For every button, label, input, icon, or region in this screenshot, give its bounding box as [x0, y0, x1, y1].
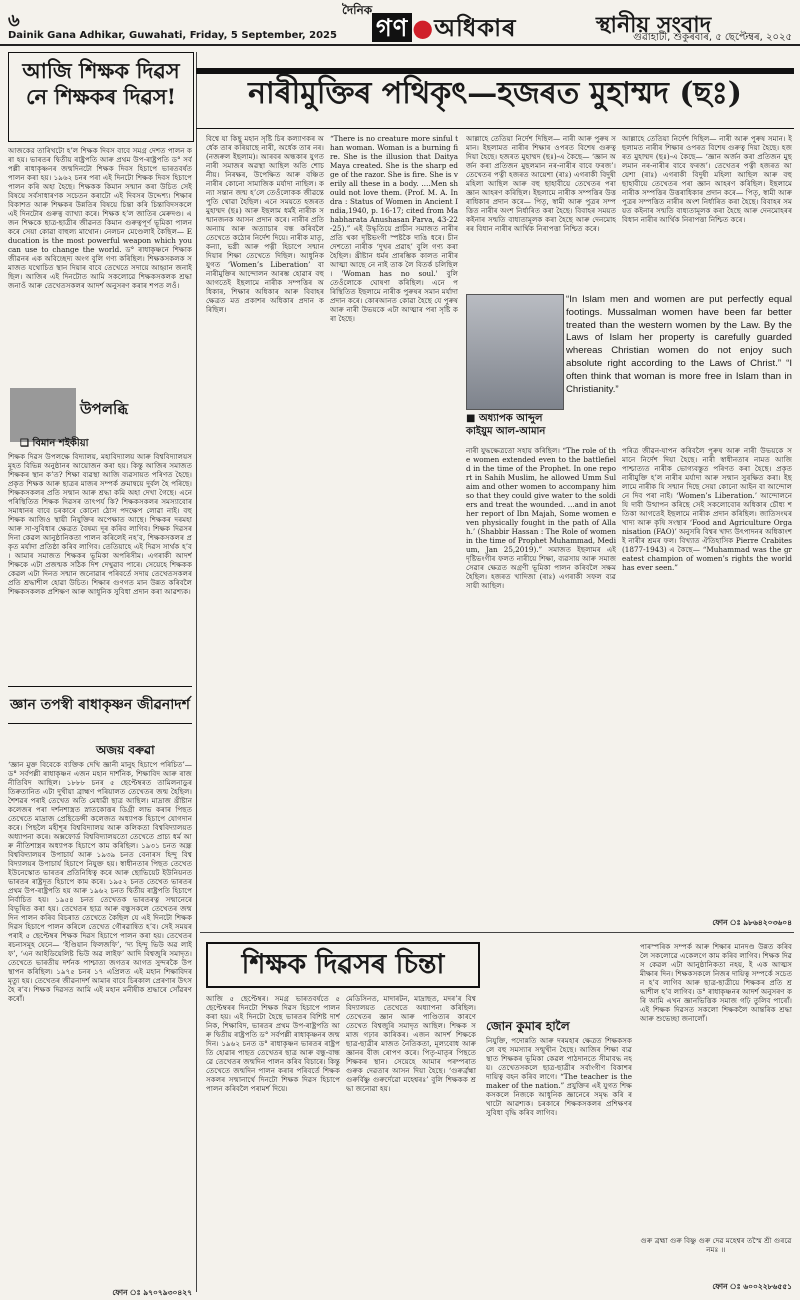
- column-divider: [196, 52, 197, 1292]
- left-headline: আজি শিক্ষক দিৱস নে শিক্ষকৰ দিৱস!: [22, 58, 180, 109]
- main-col-5: পৰিত্ৰ জীৱন-যাপন কৰিবলৈ পুৰুষ আৰু নাৰী উভয়কে সমানে নিৰ্দেশ দিয়া হৈছে। নাৰী স্বাধীনতাৰ নামত আজি পাশ্চাত্যত নাৰীক ভোগ্যবস্তুত পৰিণত কৰা হৈছে। প্ৰকৃত নাৰীমুক্তি হ’ল নাৰীৰ মৰ্যাদা আৰু সন্মান সুৰক্ষিত কৰা। ইছলামে নাৰীক যি সন্মান দিছে সেয়া কোনো আইন বা আন্দোলনে দিব পৰা নাই। ‘Women’s Liberation.’ আন্দোলনে যি দাবী উত্থাপন কৰিছে সেই সকলোবোৰ অধিকাৰ চৌধ্য শতিকা আগতেই ইছলামে নাৰীক প্ৰদান কৰিছিল। জাতিসংঘৰ খাদ্য আৰু কৃষি সংস্থাৰ ‘Food and Agriculture Organisation (FAO)’ অনুসৰি বিশ্বৰ খাদ্য উৎপাদনৰ অধিকাংশই নাৰীৰ শ্ৰমৰ ফল। বিখ্যাত ঐতিহাসিক Pierre Crabites (1877-1943) এ কৈছে— “Muhammad was the greatest champion of women’s rights the world has ever seen.”: [622, 446, 792, 572]
- sub-article-body: ‘জ্ঞান মুক্ত বিবেকে ব্যক্তিক দেখি জ্ঞানী মানুহ হিচাপে পৰিচিত’— ড° সৰ্বপল্লী ৰাধাকৃষ্ণন এজন মহান দাৰ্শনিক, শিক্ষাবিদ আৰু ৰাজনীতিবিদ আছিল। ১৮৮৮ চনৰ ৫ ছেপ্টেম্বৰত তামিলনাডুৰ তিৰুতানিত এটা দুখীয়া ব্ৰাহ্মণ পৰিয়ালত তেখেতৰ জন্ম হৈছিল। শৈশৱৰ পৰাই তেখেত অতি মেধাৱী ছাত্ৰ আছিল। মাদ্ৰাজ খ্ৰীষ্টান কলেজৰ পৰা দৰ্শনশাস্ত্ৰত স্নাতকোত্তৰ ডিগ্ৰী লাভ কৰাৰ পিছত তেখেতে মাদ্ৰাজ প্ৰেছিডেন্সী কলেজত অধ্যাপক হিচাপে যোগদান কৰে। পিছলৈ মহীশূৰ বিশ্ববিদ্যালয় আৰু কলিকতা বিশ্ববিদ্যালয়ত অধ্যাপনা কৰে। অক্সফোৰ্ড বিশ্ববিদ্যালয়তো তেখেতে প্ৰাচ্য ধৰ্ম আৰু নীতিশাস্ত্ৰৰ অধ্যাপক হিচাপে কাম কৰিছিল। ১৯৩১ চনত অন্ধ্ৰ বিশ্ববিদ্যালয়ৰ উপাচাৰ্য আৰু ১৯৩৯ চনত বেনাৰস হিন্দু বিশ্ববিদ্যালয়ৰ উপাচাৰ্য হিচাপে নিযুক্ত হয়। স্বাধীনতাৰ পিছত তেখেত ইউনেস্কোত ভাৰতৰ প্ৰতিনিধিত্ব কৰে আৰু ছোভিয়েট ইউনিয়নত ভাৰতৰ ৰাষ্ট্ৰদূত হিচাপে কাম কৰে। ১৯৫২ চনত তেখেত ভাৰতৰ প্ৰথম উপ-ৰাষ্ট্ৰপতি হয় আৰু ১৯৬২ চনত দ্বিতীয় ৰাষ্ট্ৰপতি হিচাপে নিৰ্বাচিত হয়। ১৯৫৪ চনত তেখেতক ভাৰতৰত্ন সন্মানেৰে বিভূষিত কৰা হয়। তেখেতৰ ছাত্ৰ আৰু বন্ধুসকলে তেখেতৰ জন্মদিন পালন কৰিব বিচৰাত তেখেতে কৈছিল যে এই দিনটো শিক্ষক দিৱস হিচাপে পালন কৰিলে তেখেত গৌৰৱান্বিত হ’ব। সেই সময়ৰ পৰাই ৫ ছেপ্টেম্বৰ শিক্ষক দিৱস হিচাপে পালন কৰা হয়। তেখেতৰ ৰচনাসমূহ যেনে— ‘ইণ্ডিয়ান ফিলজফি’, ‘দ্য হিন্দু ভিউ অৱ লাইফ’, ‘এন আইডিয়েলিষ্ট ভিউ অৱ লাইফ’ আদি বিশ্বজুৰি সমাদৃত। তেখেতে ভাৰতীয় দৰ্শনক পাশ্চাত্য জগতৰ আগত সুন্দৰকৈ উপস্থাপন কৰিছিল। ১৯৭৫ চনৰ ১৭ এপ্ৰিলত এই মহান শিক্ষাবিদৰ মৃত্যু হয়। তেখেতৰ জীৱনাদৰ্শ আমাৰ বাবে চিৰকাল প্ৰেৰণাৰ উৎস হৈ ৰ’ব। শিক্ষক দিৱসত আমি এই মহান মনীষীক শ্ৰদ্ধাৰে সোঁৱৰণ কৰোঁ।: [8, 760, 192, 1003]
- main-col-4: নাৰী যুদ্ধক্ষেত্ৰতো সহায় কৰিছিল। “The role of the women extended even to the battlefield in the time of the Prophet. In one report in Sahih Muslim, he allowed Umm Sulaim and other women to accompany him so that they could give water to the soldiers and treat the wounded. ...and in another report of Ibn Majah, Some women even physically fought in the path of Allah.’ (Shabbir Hassan : The Role of women in the time of Prophet Muhammad, Medium, Jan 25,2019).” সমাজত ইছলামৰ এই দৃষ্টিভংগীৰ ফলত নাৰীয়ে শিক্ষা, ব্যৱসায় আৰু সমাজসেৱাৰ ক্ষেত্ৰত অগ্ৰণী ভূমিকা পালন কৰিবলৈ সক্ষম হৈছিল। হজৰত খাদিজা (ৰাঃ) এগৰাকী সফল ব্যৱসায়ী আছিল।: [466, 446, 616, 590]
- page-number: ৬: [8, 10, 20, 31]
- bottom-col-1: আজি ৫ ছেপ্টেম্বৰ। সমগ্ৰ ভাৰতবৰ্ষতে ৫ ছেপ্টেম্বৰৰ দিনটো শিক্ষক দিৱস হিচাপে পালন কৰা হয়। এই দিনটো হৈছে ভাৰতৰ বিশিষ্ট দাৰ্শনিক, শিক্ষাবিদ, ভাৰতৰ প্ৰথম উপ-ৰাষ্ট্ৰপতি আৰু দ্বিতীয় ৰাষ্ট্ৰপতি ড° সৰ্বপল্লী ৰাধাকৃষ্ণনৰ জন্মদিন। ১৯৬২ চনত ড° ৰাধাকৃষ্ণন ভাৰতৰ ৰাষ্ট্ৰপতি হোৱাৰ পাছত তেখেতৰ ছাত্ৰ আৰু বন্ধু-বান্ধৱে তেখেতৰ জন্মদিন পালন কৰিব বিচাৰে। কিন্তু তেখেতে জন্মদিন পালন কৰাৰ পৰিবৰ্তে শিক্ষকসকলৰ সন্মানাৰ্থে দিনটো শিক্ষক দিৱস হিচাপে পালন কৰিবলৈ পৰামৰ্শ দিয়ে।: [206, 994, 340, 1093]
- sub-headline: জ্ঞান তপস্বী ৰাধাকৃষ্ণন জীৱনাদৰ্শ: [8, 686, 192, 724]
- column-tag: উপলব্ধি: [80, 400, 129, 418]
- column-body: শিক্ষক দিৱস উপলক্ষে বিদ্যালয়, মহাবিদ্যালয় আৰু বিশ্ববিদ্যালয়সমূহত বিভিন্ন অনুষ্ঠানৰ আয়োজন কৰা হয়। কিন্তু আজিৰ সমাজত শিক্ষকৰ স্থান ক’ত? শিক্ষা ব্যৱস্থা আজি ব্যৱসায়ত পৰিণত হৈছে। প্ৰকৃত শিক্ষক আৰু ছাত্ৰৰ মাজৰ সম্পৰ্ক ক্ৰমান্বয়ে দুৰ্বল হৈ পৰিছে। শিক্ষকসকলৰ প্ৰতি সন্মান আৰু শ্ৰদ্ধা কমি অহা দেখা গৈছে। এনে পৰিস্থিতিত শিক্ষক দিৱসৰ তাৎপৰ্য কি? শিক্ষকসকলৰ সমস্যাবোৰ সমাধানৰ বাবে চৰকাৰে কোনো ঠোস পদক্ষেপ লোৱা নাই। বহু শিক্ষক আজিও স্থায়ী নিযুক্তিৰ অপেক্ষাত আছে। শিক্ষকৰ দৰমহা আৰু সা-সুবিধাৰ ক্ষেত্ৰত বৈষম্য দূৰ কৰিব লাগিব। শিক্ষক দিৱসৰ দিনা কেৱল আনুষ্ঠানিকতা পালন কৰিলেই নহ’ব, শিক্ষকসকলৰ প্ৰকৃত মৰ্যাদা প্ৰতিষ্ঠা কৰিব লাগিব। তেতিয়াহে এই দিৱস সাৰ্থক হ’ব। আমাৰ সমাজত শিক্ষকৰ ভূমিকা অপৰিসীম। এগৰাকী আদৰ্শ শিক্ষকে এটা প্ৰজন্মক সঠিক দিশ দেখুৱাব পাৰে। সেয়েহে শিক্ষকক কেৱল এটা দিনত সন্মান জনোৱাৰ পৰিবৰ্তে সদায় তেখেতসকলৰ প্ৰতি শ্ৰদ্ধাশীল হোৱা উচিত। শিক্ষাৰ গুণগত মান উন্নত কৰিবলৈ শিক্ষকসকলক প্ৰশিক্ষণ আৰু আধুনিক সুবিধা প্ৰদান কৰা আৱশ্যক।: [8, 452, 192, 596]
- main-phone: ফোন ঃ ৯৮৬৪২০৩৬০৪: [712, 918, 792, 927]
- dateline-assamese: গুৱাহাটী, শুকুৰবাৰ, ৫ ছেপ্টেম্বৰ, ২০২৫: [633, 32, 792, 43]
- bottom-phone: ফোন ঃ ৬০০২২৮৬৫৫১: [712, 1282, 792, 1291]
- bottom-author: জোন কুমাৰ হালৈ: [486, 1019, 570, 1033]
- bottom-col-3a: [486, 942, 632, 1012]
- brand-prefix: দৈনিক: [342, 3, 373, 17]
- author-photo-main: [466, 294, 564, 410]
- column-intro: [82, 420, 192, 448]
- column-author: ❑ বিমান শইকীয়া: [20, 438, 89, 449]
- author-photo: [10, 388, 76, 442]
- section-divider: [200, 932, 794, 933]
- main-headline: নাৰীমুক্তিৰ পথিকৃৎ—হজৰত মুহাম্মদ (ছঃ): [196, 68, 794, 129]
- main-col-3b: আল্লাহে তেতিয়া নিৰ্দেশ দিছিল— নাৰী আৰু পুৰুষ সমান। ইছলামত নাৰীৰ শিক্ষাৰ ওপৰত বিশেষ গুৰুত্ব দিয়া হৈছে। হজৰত মুহাম্মদ (ছঃ)-এ কৈছে— ‘জ্ঞান অৰ্জন কৰা প্ৰতিজন মুছলমান নৰ-নাৰীৰ বাবে ফৰজ’। তেখেতৰ পত্নী হজৰত আয়েশা (ৰাঃ) এগৰাকী বিদুষী মহিলা আছিল আৰু বহু ছাহাবীয়ে তেখেতৰ পৰা জ্ঞান আহৰণ কৰিছিল। ইছলামে নাৰীক সম্পত্তিৰ উত্তৰাধিকাৰ প্ৰদান কৰে— পিতৃ, স্বামী আৰু পুত্ৰৰ সম্পত্তিত নাৰীৰ অংশ নিৰ্ধাৰিত কৰা হৈছে। বিবাহৰ সময়ত কইনাৰ সন্মতি বাধ্যতামূলক কৰা হৈছে আৰু দেনমোহৰৰ বিধান নাৰীৰ আৰ্থিক নিৰাপত্তা নিশ্চিত কৰে।: [622, 134, 792, 224]
- main-col-3: আল্লাহে তেতিয়া নিৰ্দেশ দিছিল— নাৰী আৰু পুৰুষ সমান। ইছলামত নাৰীৰ শিক্ষাৰ ওপৰত বিশেষ গুৰুত্ব দিয়া হৈছে। হজৰত মুহাম্মদ (ছঃ)-এ কৈছে— ‘জ্ঞান অৰ্জন কৰা প্ৰতিজন মুছলমান নৰ-নাৰীৰ বাবে ফৰজ’। তেখেতৰ পত্নী হজৰত আয়েশা (ৰাঃ) এগৰাকী বিদুষী মহিলা আছিল আৰু বহু ছাহাবীয়ে তেখেতৰ পৰা জ্ঞান আহৰণ কৰিছিল। ইছলামে নাৰীক সম্পত্তিৰ উত্তৰাধিকাৰ প্ৰদান কৰে— পিতৃ, স্বামী আৰু পুত্ৰৰ সম্পত্তিত নাৰীৰ অংশ নিৰ্ধাৰিত কৰা হৈছে। বিবাহৰ সময়ত কইনাৰ সন্মতি বাধ্যতামূলক কৰা হৈছে আৰু দেনমোহৰৰ বিধান নাৰীৰ আৰ্থিক নিৰাপত্তা নিশ্চিত কৰে।: [466, 134, 616, 233]
- bottom-col-2: মেডিসিনত, মাদাৰটন, মাদ্ৰাছত, মদৰ’ৰ বিশ্ববিদ্যালয়ত তেখেতে অধ্যাপনা কৰিছিল। তেখেতৰ জ্ঞান আৰু পাণ্ডিত্যৰ কাৰণে তেখেত বিশ্বজুৰি সমাদৃত আছিল। শিক্ষক সমাজ গঢ়াৰ কাৰিকৰ। এজন আদৰ্শ শিক্ষকে ছাত্ৰ-ছাত্ৰীৰ মাজত নৈতিকতা, মূল্যবোধ আৰু জ্ঞানৰ বীজ ৰোপণ কৰে। পিতৃ-মাতৃৰ পিছতে শিক্ষকৰ স্থান। সেয়েহে আমাৰ পৰম্পৰাত গুৰুক দেৱতাৰ আসন দিয়া হৈছে। ‘গুৰুৰ্ব্ৰহ্মা গুৰুৰ্বিষ্ণু গুৰুৰ্দেৱো মহেশ্বৰঃ’ বুলি শিক্ষকক শ্ৰদ্ধা জনোৱা হয়।: [346, 994, 476, 1093]
- main-col-1: বিশ্বে যা কিছু মহান সৃষ্টি চিৰ কল্যাণকৰ অৰ্ধেক তাৰ কৰিয়াছে নাৰী, অৰ্ধেক তাৰ নৰ। (নজৰুল ইছলাম)। আৰবৰ অন্ধকাৰ যুগত নাৰী সমাজৰ অৱস্থা আছিল অতি শোচনীয়। নিৰক্ষৰ, উপেক্ষিত আৰু বঞ্চিত নাৰীৰ কোনো সামাজিক মৰ্যাদা নাছিল। কন্যা সন্তান জন্ম হ’লে তেওঁলোকক জীৱন্তে পুতি থোৱা হৈছিল। এনে সময়তে হজৰত মুহাম্মদ (ছঃ) আৰু ইছলাম ধৰ্মই নাৰীক সন্মানজনক আসন প্ৰদান কৰে। নাৰীৰ প্ৰতি অন্যায় আৰু অত্যাচাৰ বন্ধ কৰিবলৈ তেখেতে কঠোৰ নিৰ্দেশ দিয়ে। নাৰীক মাতৃ, কন্যা, ভগ্নী আৰু পত্নী হিচাপে সন্মান দিয়াৰ শিক্ষা তেখেতে দিছিল। আধুনিক যুগত ‘Women’s Liberation’ বা নাৰীমুক্তিৰ আন্দোলন আৰম্ভ হোৱাৰ বহু আগতেই ইছলামে নাৰীক সম্পত্তিৰ অধিকাৰ, শিক্ষাৰ অধিকাৰ আৰু বিবাহৰ ক্ষেত্ৰত মত প্ৰকাশৰ অধিকাৰ প্ৰদান কৰিছিল।: [206, 134, 324, 314]
- bottom-headline: শিক্ষক দিৱসৰ চিন্তা: [206, 942, 480, 988]
- left-article-body: আজকের তাৰিখটো হ’ল শিক্ষক দিবস বাবে সমগ্ৰ দেশত পালন কৰা হয়। ভাৰতৰ দ্বিতীয় ৰাষ্ট্ৰপতি আৰু প্ৰথম উপ-ৰাষ্ট্ৰপতি ড° সৰ্বপল্লী ৰাধাকৃষ্ণনৰ জন্মদিনটো শিক্ষক দিবস হিচাপে ভাৰতবৰ্ষত পালন কৰা হয়। ১৯৬২ চনৰ পৰা এই দিনটো শিক্ষক দিবস হিচাপে পালন কৰি অহা হৈছে। শিক্ষকক কিমান সন্মান কৰা উচিত সেই বিষয়ে সৰ্বসাধাৰণক সচেতন কৰাটো এই দিবসৰ উদ্দেশ্য। শিক্ষাৰ বিকাশত আৰু শিক্ষকৰ উন্নতিৰ বিষয়ে চিন্তা কৰি চিন্তাবিদসকলে এই দিনটোৰ গুৰুত্ব ব্যাখ্যা কৰে। শিক্ষক হ’ল জাতিৰ মেৰুদণ্ড। এজন শিক্ষকে ছাত্ৰ-ছাত্ৰীৰ জীৱনত কিমান গুৰুত্বপূৰ্ণ ভূমিকা পালন কৰে সেয়া কোৱা বাহুল্য মাথোন। নেলচন মেণ্ডেলাই কৈছিল— Education is the most powerful weapon which you can use to change the world. ড° ৰাধাকৃষ্ণনে শিক্ষাক জীৱনৰ এক অবিচ্ছেদ্য অংগ বুলি গণ্য কৰিছিল। শিক্ষকসকলক সমাজত যথোচিত স্থান দিয়াৰ বাবে তেখেতে সদায়ে আহ্বান জনাইছিল। আজিৰ এই দিনটোত আমি সকলোৱে শিক্ষকসকলক শ্ৰদ্ধা জনাওঁ আৰু তেখেতসকলৰ আদৰ্শ অনুসৰণ কৰাৰ শপত লওঁ।: [8, 146, 192, 290]
- bottom-verse: গুৰু ব্ৰহ্মা গুৰু বিষ্ণু গুৰু দেৱ মহেশ্বৰ তস্মৈ শ্ৰী গুৰৱে নমঃ ।।: [640, 1236, 792, 1254]
- bottom-col-4: পাৰস্পৰিক সম্পৰ্ক আৰু শিক্ষাৰ মানদণ্ড উন্নত কৰিবলৈ সকলোৱে একেলগে কাম কৰিব লাগিব। শিক্ষক দিৱস কেৱল এটা আনুষ্ঠানিকতা নহয়, ই এক আত্মসমীক্ষাৰ দিন। শিক্ষকসকলে নিজৰ দায়িত্ব সম্পৰ্কে সচেতন হ’ব লাগিব আৰু ছাত্ৰ-ছাত্ৰীয়ে শিক্ষকৰ প্ৰতি শ্ৰদ্ধাশীল হ’ব লাগিব। ড° ৰাধাকৃষ্ণনৰ আদৰ্শ অনুসৰণ কৰি আমি এখন জ্ঞানভিত্তিক সমাজ গঢ়ি তুলিব পাৰোঁ। এই শিক্ষক দিৱসত সকলো শিক্ষকলৈ আন্তৰিক শ্ৰদ্ধা আৰু শুভেচ্ছা জনালোঁ।: [640, 942, 792, 1023]
- main-author: ■ অধ্যাপক আব্দুল কাইয়ুম আল-আমান: [466, 413, 546, 437]
- sub-phone: ফোন ঃ ৯৭০৭৯৩০৪২৭: [112, 1288, 192, 1297]
- bottom-col-3: নিযুক্তি, পদোন্নতি আৰু দৰমহাৰ ক্ষেত্ৰত শিক্ষকসকলে বহু সমস্যাৰ সন্মুখীন হৈছে। আজিৰ শিক্ষা ব্যৱস্থাত শিক্ষকৰ ভূমিকা কেৱল পাঠদানতে সীমাবদ্ধ নহয়। তেখেতসকলে ছাত্ৰ-ছাত্ৰীৰ সৰ্বাংগীণ বিকাশৰ দায়িত্ব বহন কৰিব লাগে। “The teacher is the maker of the nation.” প্ৰযুক্তিৰ এই যুগত শিক্ষকসকলে নিজকে আধুনিক জ্ঞানেৰে সমৃদ্ধ কৰি ৰখাটো আৱশ্যক। চৰকাৰে শিক্ষকসকলৰ প্ৰশিক্ষণৰ সুবিধা বৃদ্ধি কৰিব লাগিব।: [486, 1036, 632, 1117]
- english-quote: “In Islam men and women are put perfectly equal footings. Mussalman women have been far better treated than the western women by the Law. By the Laws of Islam her property is carefully guarded whereas Christian women do not enjoy such absolute right according to the Laws of Christ.” “I often think that woman is more free in Islam than in Christianity.”: [566, 294, 792, 395]
- dateline-english: Dainik Gana Adhikar, Guwahati, Friday, 5 September, 2025: [8, 30, 337, 41]
- main-col-2: “There is no creature more sinful than woman. Woman is a burning fire. She is the illusion that Daitya Maya created. She is the sharp edge of the razor. She is fire. She is verily all these in a body. ….Men should not love them. (Prof. M. A. Indra : Status of Women in Ancient India,1940, p. 16-17; cited from Mahabharata Anushasan Parva, 43-22-25).” এই উদ্ধৃতিয়ে প্ৰাচীন সমাজত নাৰীৰ প্ৰতি থকা দৃষ্টিভংগী স্পষ্টকৈ দাঙি ধৰে। চীন দেশতো নাৰীক ‘দুখৰ প্ৰৱাহ’ বুলি গণ্য কৰা হৈছিল। খ্ৰীষ্টান ধৰ্মৰ প্ৰাৰম্ভিক কালত নাৰীৰ আত্মা আছে নে নাই তাক লৈ বিতৰ্ক চলিছিল। 'Woman has no soul.' বুলি তেওঁলোকে ঘোষণা কৰিছিল। এনে পৰিস্থিতিত ইছলামে নাৰীক পুৰুষৰ সমান মৰ্যাদা প্ৰদান কৰে। কোৰআনত কোৱা হৈছে যে পুৰুষ আৰু নাৰী উভয়কে এটা আত্মাৰ পৰা সৃষ্টি কৰা হৈছে।: [330, 134, 458, 323]
- section-title: স্থানীয় সংবাদ: [596, 12, 712, 38]
- newspaper-logo: গণ ●অধিকাৰ: [372, 10, 517, 50]
- sub-author: অজয় বৰুৱা: [96, 743, 155, 757]
